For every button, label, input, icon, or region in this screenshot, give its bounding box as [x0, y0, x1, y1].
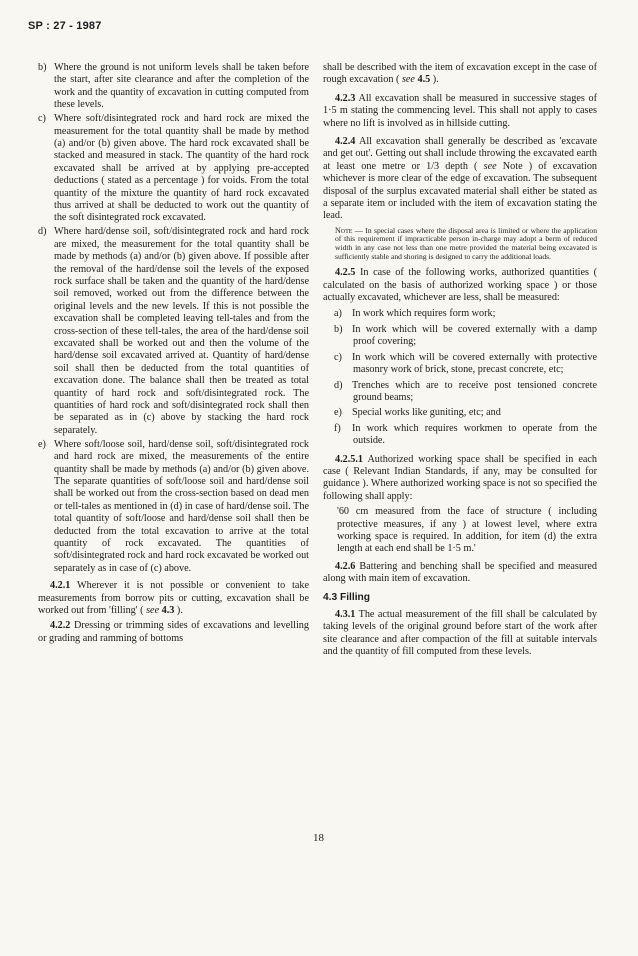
clause-4-2-3 — [323, 93, 597, 130]
clause-text: shall be described with the item of excavation except in the case of rough excavation ( — [323, 62, 597, 86]
quoted-requirement: '60 cm measured from the face of structure ( including protective measures, if any ) at lowest level, where extra working space is required. In addition, for item (d) the extra length at each end shall be 1·5 m.' — [337, 506, 597, 555]
item-text: In work which will be covered externally with a damp proof covering; — [352, 323, 597, 348]
clause-number: 4.2.4 — [335, 136, 356, 148]
clause-text: Authorized working space shall be specified in each case ( Relevant Indian Standards, if any, may be consulted for guidance ). Where authorized working space is not so specified the following shall apply: — [323, 453, 598, 502]
item-label: e) — [38, 438, 46, 450]
item-text: In work which will be covered externally with protective masonry work of brick, stone, precast concrete, etc; — [352, 351, 597, 376]
clause-number: 4.2.3 — [335, 92, 356, 104]
list-item-c — [38, 113, 309, 225]
clause-number: 4.2.6 — [335, 560, 356, 572]
clause-end: ). — [176, 604, 183, 616]
list-item — [323, 352, 597, 377]
item-text: In work which requires form work; — [352, 308, 496, 320]
list-item-e — [38, 439, 309, 575]
clause-text: The actual measurement of the fill shall be calculated by taking levels of the original ground before start of the work after site clearance and after compaction of the fill at suitable intervals and the quantity of fill computed from these levels. — [323, 609, 597, 658]
list-item-d — [38, 226, 309, 437]
item-text: Trenches which are to receive post tensioned concrete ground beams; — [352, 379, 597, 403]
clause-4-2-5 — [323, 267, 597, 304]
clause-4-2-2 — [38, 620, 309, 645]
list-item — [323, 380, 597, 405]
list-item — [323, 324, 597, 349]
item-text: Special works like guniting, etc; and — [352, 407, 501, 419]
clause-text: Battering and benching shall be specified and measured along with main item of excavation. — [323, 560, 597, 585]
page-number: 18 — [313, 832, 324, 844]
see-ref: see — [401, 74, 415, 86]
clause-number: 4.2.2 — [50, 620, 71, 632]
item-label: b) — [334, 323, 343, 335]
document-header: SP : 27 - 1987 — [28, 20, 102, 32]
clause-text: In case of the following works, authorized quantities ( calculated on the basis of authorized working space ) or those actually excavated, whichever are less, shall be measured: — [323, 267, 597, 304]
item-text: In work which requires workmen to operate from the outside. — [352, 422, 597, 447]
note-text: In special cases where the disposal area is limited or where the application of this requirement if impracticable person in-charge may adopt a berm of reduced width in any case not less than one metre provided the material being excavated is sufficiently stable and shoring is designed to carry the additional loads. — [335, 225, 597, 261]
clause-text: Dressing or trimming sides of excavations and levelling or grading and ramming of bottoms — [38, 620, 309, 644]
list-item — [323, 423, 597, 448]
clause-text: All excavation shall be measured in successive stages of 1·5 m stating the commencing level. This shall not apply to cases where no lift is involved as in hillside cutting. — [323, 92, 597, 129]
see-ref: see — [483, 160, 497, 172]
item-label: c) — [38, 113, 46, 125]
clause-number: 4.2.5.1 — [335, 453, 364, 465]
list-item-b — [38, 62, 309, 112]
clause-4-2-5-1 — [323, 454, 597, 504]
list-item — [323, 407, 597, 419]
clause-text: All excavation shall generally be described as 'excavate and get out'. Getting out shall include throwing the excavated earth at least one metre or 1/3 depth ( — [323, 136, 597, 172]
clause-text: Wherever it is not possible or convenient to take measurements from borrow pits or cutting, excavation shall be worked out from 'filling' ( — [38, 580, 309, 616]
item-label: d) — [38, 226, 47, 238]
works-list — [323, 308, 597, 447]
clause-number: 4.2.5 — [335, 267, 356, 279]
item-label: b) — [38, 62, 47, 73]
clause-end: ). — [432, 74, 439, 86]
item-label: e) — [334, 407, 342, 419]
item-text: Where the ground is not uniform levels shall be taken before the start, after site clearance and after the completion of the work and the quantity of excavation in cutting computed from these levels. — [54, 62, 309, 111]
item-label: d) — [334, 379, 343, 391]
clause-4-2-1 — [38, 580, 309, 617]
clause-ref: 4.3 — [161, 604, 175, 616]
item-text: Where hard/dense soil, soft/disintegrated rock and hard rock are mixed, the measurement for the total quantity shall be made by methods (a) and/or (b) given above. If possible after the removal of the hard/dense soil the levels of the exposed rock surface shall be taken and the quantity of the hard/dense soil removed, worked out from the difference between the original levels and the new levels. If this is not possible the excavation shall be completed leaving tell-tales and from the cross-section of these tell-tales, the area of the hard/dense soil excavated shall be worked out and then the volume of the hard/dense soil excavated arrived at. Quantity of hard/dense soil shall then be deducted from the total quantities of excavation done. The balance shall then be treated as total quantity of hard rock and soft/disintegrated rock. The quantities of hard rock and soft/disintegrated rock shall then be separated as in (c) above by stacking the hard rock separately. — [54, 226, 309, 436]
item-text: Where soft/disintegrated rock and hard rock are mixed the measurement for the total quantity shall be made by method (a) and/or (b) given above. The hard rock excavated shall be stacked and measured in stack. The quantity of the hard rock excavated shall be arrived at by applying pre-accepted deductions ( stated as a percentage ) for voids. From the total quantity of the mixture the quantity of hard rock excavated thus arrived at shall be deducted to work out the quantity of the soft disintegrated rock excavated. — [54, 113, 309, 224]
list-item — [323, 308, 597, 320]
note — [323, 227, 597, 261]
item-label: f) — [334, 422, 341, 434]
clause-4-2-6 — [323, 561, 597, 586]
clause-number: 4.2.1 — [50, 580, 71, 592]
note-label: Note — — [335, 225, 363, 235]
clause-4-3-1 — [323, 609, 597, 659]
item-label: a) — [334, 308, 342, 320]
left-column — [38, 62, 309, 648]
right-column — [323, 62, 597, 662]
clause-4-2-4 — [323, 136, 597, 223]
clause-text-cont: Note ) of excavation whichever is more clear of the edge of excavation. The subsequent disposal of the surplus excavated material shall either be stated as a separate item or included with the item of excavation stating the lead. — [323, 160, 598, 222]
clause-ref: 4.5 — [417, 74, 431, 86]
item-text: Where soft/loose soil, hard/dense soil, soft/disintegrated rock and hard rock are mixed, the measurements of the entire quantity shall be made by methods (a) and/or (b) given above. The separate quantities of soft/loose soil and hard/dense soil shall be worked out from the cross-section based on dead men or tell-tales as mentioned in (d) in case of hard/dense soil. The total quantity of soft/loose and hard/dense soil shall then be deducted from the total excavation to arrive at the total quantity of rock excavated. The quantities of soft/disintegrated rock and hard rock excavated be worked out separately as in case of (c) above. — [54, 438, 309, 574]
clause-number: 4.3.1 — [335, 609, 356, 620]
see-ref: see — [146, 604, 160, 616]
item-label: c) — [334, 351, 342, 363]
clause-4-2-2-continued — [323, 62, 597, 87]
section-heading-filling: 4.3 Filling — [323, 591, 370, 603]
